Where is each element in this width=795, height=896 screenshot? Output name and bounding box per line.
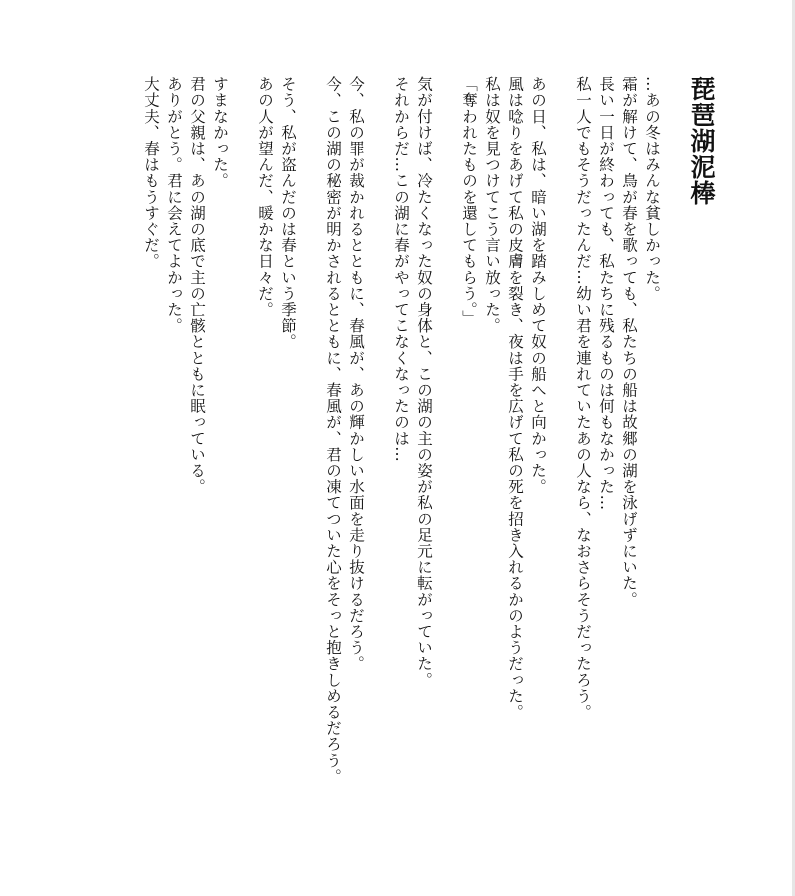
text-line: そう、私が盗んだのは春という季節。 xyxy=(279,76,297,350)
text-line: あの日、私は、暗い湖を踏みしめて奴の船へと向かった。 xyxy=(529,76,547,495)
text-line: すまなかった。 xyxy=(211,76,229,189)
text-line: 気が付けば、冷たくなった奴の身体と、この湖の主の姿が私の足元に転がっていた。 xyxy=(415,76,433,688)
text-line: 霜が解けて、鳥が春を歌っても、私たちの船は故郷の湖を泳げずにいた。 xyxy=(620,76,638,608)
stanza-1 xyxy=(571,76,663,806)
stanza-6 xyxy=(139,76,231,806)
text-line: 今、私の罪が裁かれるとともに、春風が、あの輝かしい水面を走り抜けるだろう。 xyxy=(347,76,365,672)
stanza-2 xyxy=(457,76,549,806)
text-line: それからだ…この湖に春がやってこなくなったのは… xyxy=(392,76,410,463)
vertical-text-body xyxy=(117,76,717,806)
text-line: ありがとう。君に会えてよかった。 xyxy=(165,76,183,334)
page-title: 琵琶湖泥棒 xyxy=(687,76,716,206)
text-line: 大丈夫、春はもうすぐだ。 xyxy=(142,76,160,270)
text-line: 今、この湖の秘密が明かされるとともに、春風が、君の凍てついた心をそっと抱きしめるだろう。 xyxy=(324,76,342,785)
text-line: 「奪われたものを還してもらう。」 xyxy=(460,76,478,326)
text-line: 君の父親は、あの湖の底で主の亡骸とともに眠っている。 xyxy=(188,76,206,495)
text-line: あの人が望んだ、暖かな日々だ。 xyxy=(256,76,274,318)
text-line: 風は唸りをあげて私の皮膚を裂き、夜は手を広げて私の死を招き入れるかのようだった。 xyxy=(506,76,524,720)
stanza-4 xyxy=(321,76,367,806)
text-line: …あの冬はみんな貧しかった。 xyxy=(643,76,661,302)
text-line: 私一人でもそうだったんだ…幼い君を連れていたあの人なら、なおさらそうだったろう。 xyxy=(574,76,592,720)
stanza-5 xyxy=(253,76,299,806)
text-line: 私は奴を見つけてこう言い放った。 xyxy=(483,76,501,334)
text-line: 長い一日が終わっても、私たちに残るものは何もなかった… xyxy=(597,76,615,511)
stanza-3 xyxy=(389,76,435,806)
